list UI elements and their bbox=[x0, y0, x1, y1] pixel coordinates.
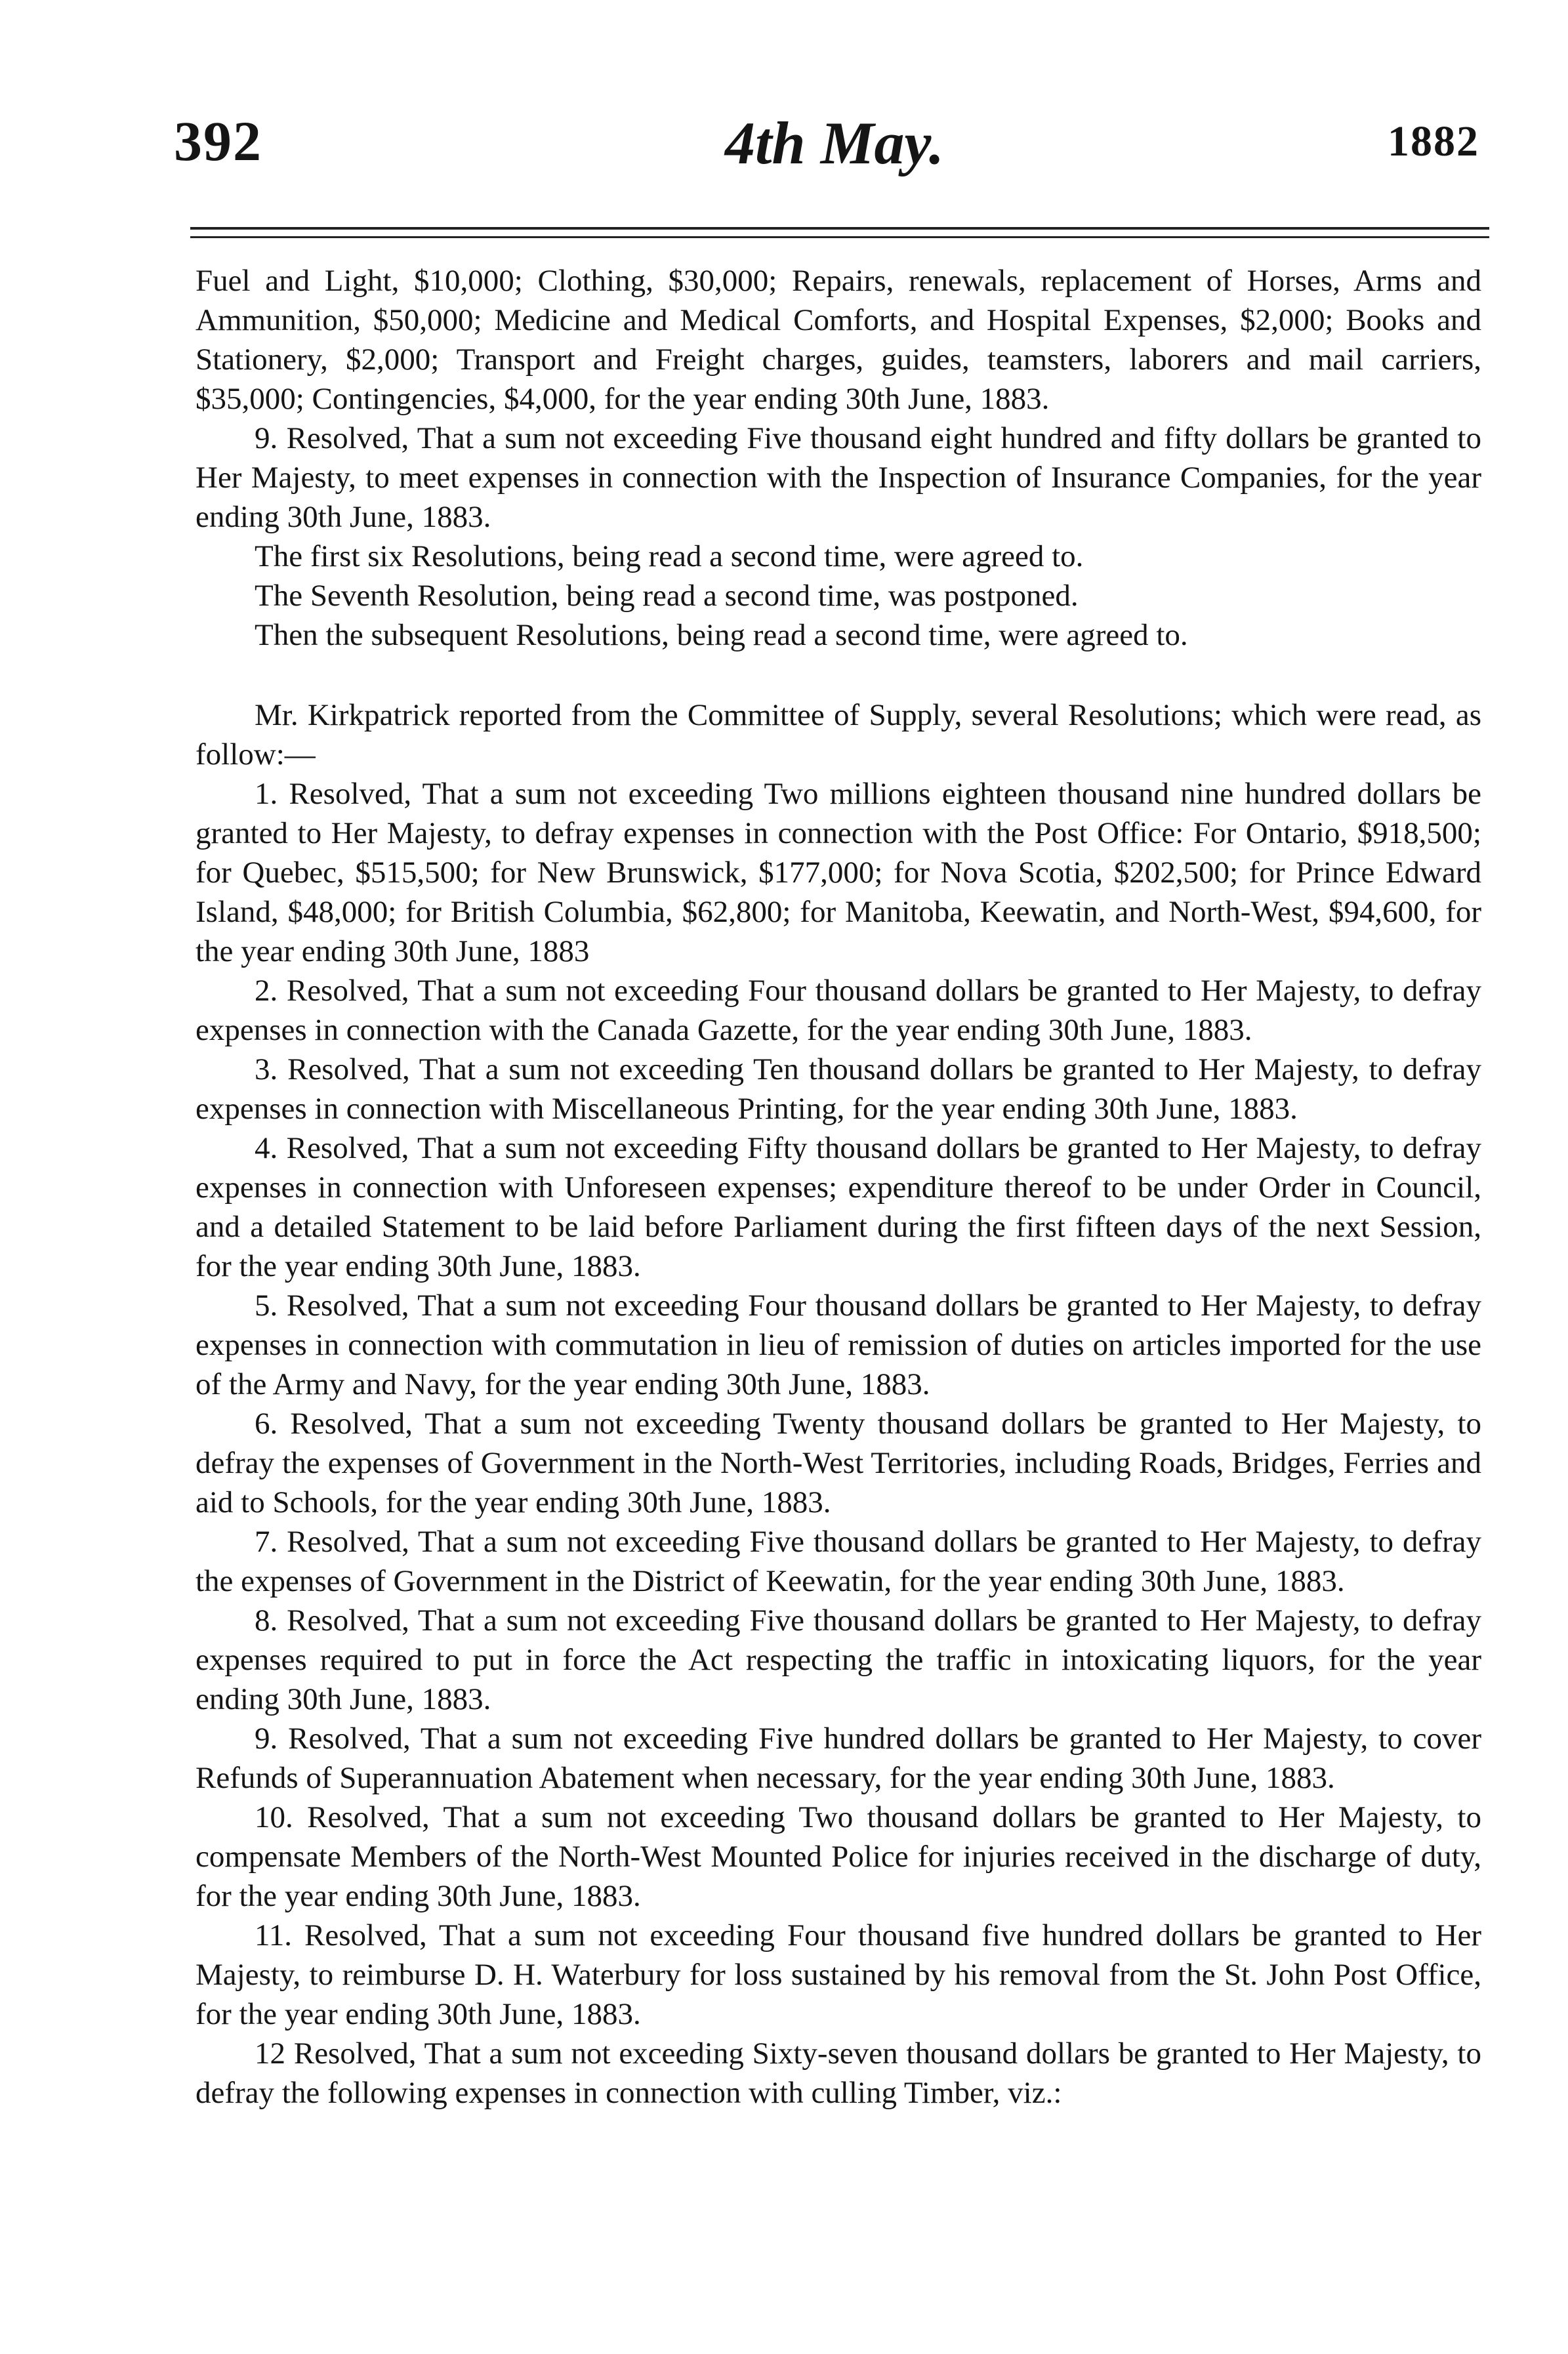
first-six-resolutions-note: The first six Resolutions, being read a second time, were agreed to. bbox=[255, 539, 1084, 573]
resolution-12-culling-timber: 12 Resolved, That a sum not exceeding Sixty-seven thousand dollars be granted to Her Majesty, to defray the following expenses in connection with culling Timber, viz.: bbox=[196, 2036, 1481, 2110]
resolution-8-liquors: 8. Resolved, That a sum not exceeding Five thousand dollars be granted to Her Majesty, to defray expenses required to put in force the Act respecting the traffic in intoxicating liquors, for the year ending 30th June, 1883. bbox=[196, 1603, 1481, 1716]
page-header-date: 4th May. bbox=[725, 110, 944, 176]
page-header-year: 1882 bbox=[1388, 117, 1479, 165]
header-rule-top bbox=[190, 227, 1489, 230]
resolution-2-canada-gazette: 2. Resolved, That a sum not exceeding Four thousand dollars be granted to Her Majesty, to defray expenses in connection with the Canada Gazette, for the year ending 30th June, 1883. bbox=[196, 974, 1481, 1047]
seventh-resolution-note: The Seventh Resolution, being read a second time, was postponed. bbox=[255, 579, 1079, 613]
resolution-4-unforeseen: 4. Resolved, That a sum not exceeding Fifty thousand dollars be granted to Her Majesty, to defray expenses in connection with Unforeseen expenses; expenditure thereof to be under Order in Council, and a detailed Statement to be laid before Parliament during the first fifteen days of the next Session, for the year ending 30th June, 1883. bbox=[196, 1131, 1481, 1283]
header-rule-bottom bbox=[190, 236, 1489, 238]
resolution-5-commutation: 5. Resolved, That a sum not exceeding Four thousand dollars be granted to Her Majesty, to defray expenses in connection with commutation in lieu of remission of duties on articles imported for the use of the Army and Navy, for the year ending 30th June, 1883. bbox=[196, 1289, 1481, 1401]
document-body bbox=[196, 261, 1481, 2113]
resolution-9-inspection: 9. Resolved, That a sum not exceeding Five thousand eight hundred and fifty dollars be granted to Her Majesty, to meet expenses in connection with the Inspection of Insurance Companies, for the year ending 30th June, 1883. bbox=[196, 421, 1481, 534]
resolution-6-north-west: 6. Resolved, That a sum not exceeding Twenty thousand dollars be granted to Her Majesty, to defray the expenses of Government in the North-West Territories, including Roads, Bridges, Ferries and aid to Schools, for the year ending 30th June, 1883. bbox=[196, 1407, 1481, 1519]
page-number: 392 bbox=[174, 110, 262, 173]
resolution-10-mounted-police: 10. Resolved, That a sum not exceeding Two thousand dollars be granted to Her Majesty, to compensate Members of the North-West Mounted Police for injuries received in the discharge of duty, for the year ending 30th June, 1883. bbox=[196, 1800, 1481, 1913]
resolution-1-post-office: 1. Resolved, That a sum not exceeding Two millions eighteen thousand nine hundred dollars be granted to Her Majesty, to defray expenses in connection with the Post Office: For Ontario, $918,500; for Quebec, $515,500; for New Brunswick, $177,000; for Nova Scotia, $202,500; for Prince Edward Island, $48,000; for British Columbia, $62,800; for Manitoba, Keewatin, and North-West, $94,600, for the year ending 30th June, 1883 bbox=[196, 777, 1481, 968]
committee-report-intro: Mr. Kirkpatrick reported from the Committee of Supply, several Resolutions; which were read, as follow:— bbox=[196, 698, 1481, 772]
subsequent-resolutions-note: Then the subsequent Resolutions, being read a second time, were agreed to. bbox=[255, 618, 1188, 652]
resolution-3-printing: 3. Resolved, That a sum not exceeding Ten thousand dollars be granted to Her Majesty, to defray expenses in connection with Miscellaneous Printing, for the year ending 30th June, 1883. bbox=[196, 1052, 1481, 1126]
resolution-7-keewatin: 7. Resolved, That a sum not exceeding Five thousand dollars be granted to Her Majesty, to defray the expenses of Government in the District of Keewatin, for the year ending 30th June, 1883. bbox=[196, 1525, 1481, 1598]
resolution-11-waterbury: 11. Resolved, That a sum not exceeding Four thousand five hundred dollars be granted to Her Majesty, to reimburse D. H. Waterbury for loss sustained by his removal from the St. John Post Office, for the year ending 30th June, 1883. bbox=[196, 1918, 1481, 2031]
paragraph-continuation: Fuel and Light, $10,000; Clothing, $30,000; Repairs, renewals, replacement of Horses, Arms and Ammunition, $50,000; Medicine and Medical Comforts, and Hospital Expenses, $2,000; Books and Stationery, $2,000; Transport and Freight charges, guides, teamsters, laborers and mail carriers, $35,000; Contingencies, $4,000, for the year ending 30th June, 1883. bbox=[196, 264, 1481, 416]
resolution-9-superannuation: 9. Resolved, That a sum not exceeding Five hundred dollars be granted to Her Majesty, to cover Refunds of Superannuation Abatement when necessary, for the year ending 30th June, 1883. bbox=[196, 1722, 1481, 1795]
